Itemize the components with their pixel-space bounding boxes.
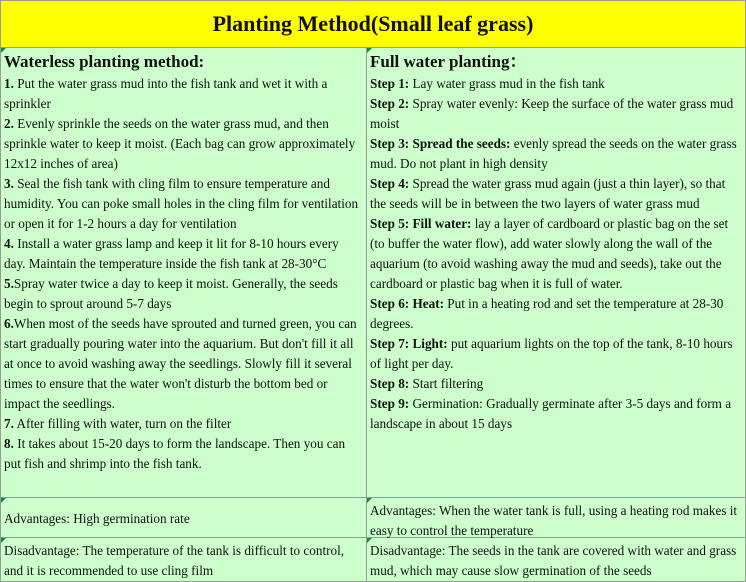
waterless-advantages: Advantages: High germination rate	[4, 511, 190, 526]
waterless-step: 1. Put the water grass mud into the fish tank and wet it with a sprinkler	[4, 76, 328, 111]
full-water-step: Step 2: Spray water evenly: Keep the surface of the water grass mud moist	[370, 96, 734, 131]
full-water-step: Step 4: Spread the water grass mud again (just a thin layer), so that the seeds will be in between the two layers of water grass mud	[370, 176, 726, 211]
cell-corner-marker	[367, 498, 372, 503]
waterless-advantages-cell	[0, 498, 367, 538]
full-water-step: Step 6: Heat: Put in a heating rod and set the temperature at 28-30 degrees.	[370, 296, 724, 331]
waterless-heading: Waterless planting method:	[4, 52, 205, 71]
waterless-step: 2. Evenly sprinkle the seeds on the water grass mud, and then sprinkle water to keep it moist. (Each bag can grow approximately 12x12 inches of area)	[4, 116, 356, 171]
full-water-step: Step 7: Light: put aquarium lights on the top of the tank, 8-10 hours of light per day.	[370, 336, 733, 371]
full-water-step: Step 5: Fill water: lay a layer of cardboard or plastic bag on the set (to buffer the water flow), add water slowly along the wall of the aquarium (to avoid washing away the mud and seeds), take out the cardboard or plastic bag when it is full of water.	[370, 216, 729, 291]
waterless-step: 8. It takes about 15-20 days to form the landscape. Then you can put fish and shrimp into the fish tank.	[4, 436, 346, 471]
cell-corner-marker	[1, 498, 6, 503]
full-water-advantages: Advantages: When the water tank is full, using a heating rod makes it easy to control the temperature	[370, 503, 738, 538]
full-water-disadvantage-cell	[367, 538, 746, 582]
waterless-step: 6.When most of the seeds have sprouted and turned green, you can start gradually pouring water into the aquarium. But don't fill it all at once to avoid washing away the seedlings. Slowly fill it several times to ensure that the water won't disturb the bottom bed or impact the seedlings.	[4, 316, 357, 411]
waterless-method-cell	[0, 48, 367, 498]
waterless-steps	[4, 74, 363, 474]
table-title: Planting Method(Small leaf grass)	[0, 0, 746, 48]
cell-corner-marker	[1, 538, 6, 543]
full-water-disadvantage: Disadvantage: The seeds in the tank are covered with water and grass mud, which may cause slow germination of the seeds	[370, 543, 737, 578]
waterless-step: 7. After filling with water, turn on the filter	[4, 416, 232, 431]
cell-corner-marker	[367, 48, 372, 53]
full-water-steps	[370, 74, 742, 434]
full-water-step: Step 9: Germination: Gradually germinate after 3-5 days and form a landscape in about 15 days	[370, 396, 732, 431]
cell-corner-marker	[367, 538, 372, 543]
full-water-advantages-cell	[367, 498, 746, 538]
waterless-step: 3. Seal the fish tank with cling film to ensure temperature and humidity. You can poke small holes in the cling film for ventilation or open it for 1-2 hours a day for ventilation	[4, 176, 359, 231]
waterless-disadvantage-cell	[0, 538, 367, 582]
waterless-step: 5.Spray water twice a day to keep it moist. Generally, the seeds begin to sprout around 5-7 days	[4, 276, 338, 311]
full-water-step: Step 8: Start filtering	[370, 376, 484, 391]
full-water-step: Step 3: Spread the seeds: evenly spread the seeds on the water grass mud. Do not plant in high density	[370, 136, 737, 171]
cell-corner-marker	[1, 48, 6, 53]
full-water-method-cell	[367, 48, 746, 498]
full-water-heading: Full water planting：	[370, 52, 527, 71]
waterless-disadvantage: Disadvantage: The temperature of the tank is difficult to control, and it is recommended to use cling film	[4, 543, 345, 578]
full-water-step: Step 1: Lay water grass mud in the fish tank	[370, 76, 605, 91]
waterless-step: 4. Install a water grass lamp and keep it lit for 8-10 hours every day. Maintain the temperature inside the fish tank at 28-30°C	[4, 236, 339, 271]
